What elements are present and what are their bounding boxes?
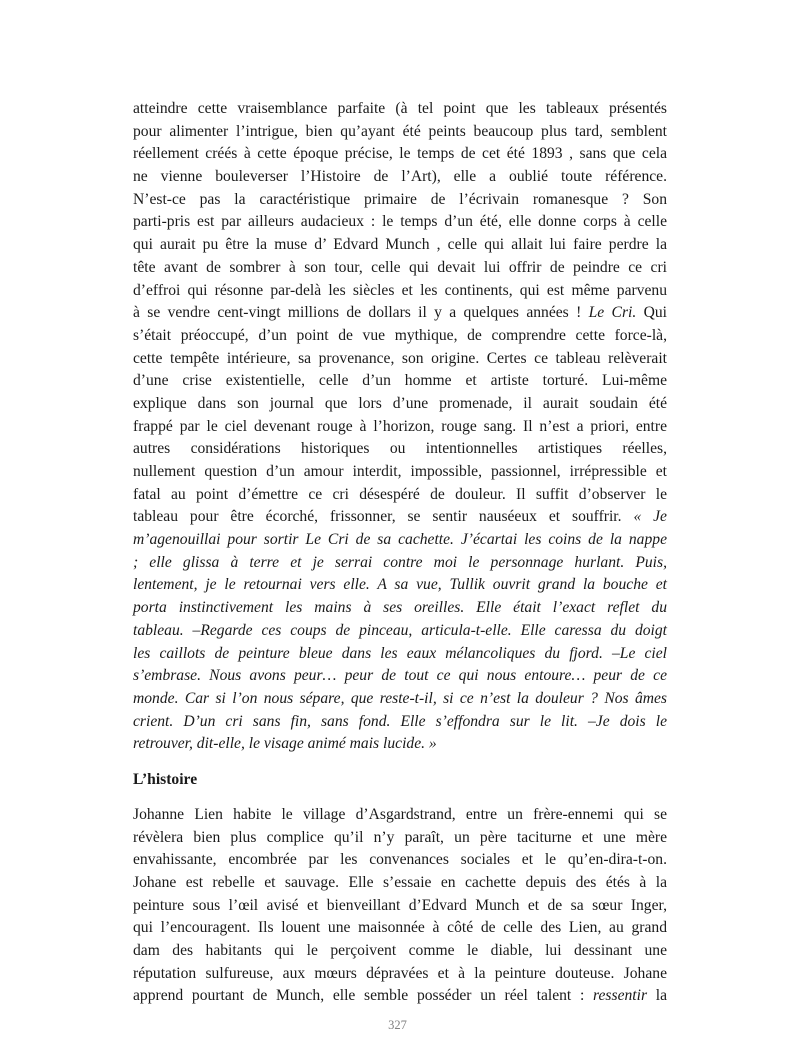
quote-line: monde. Car si l’on nous sépare, que reste-t-il, si ce n’est la douleur ? Nos âmes (133, 689, 667, 707)
emphasis-word: ressentir (593, 987, 648, 1005)
text-line: tête avant de sombrer à son tour, celle qui devait lui offrir de peindre ce cri (133, 258, 667, 276)
quote-line: s’embrase. Nous avons peur… peur de tout ce qui nous entoure… peur de ce (133, 667, 667, 685)
quote-line: retrouver, dit-elle, le visage animé mais lucide. » (133, 735, 437, 753)
text-line: qui aurait pu être la muse d’ Edvard Munch , celle qui allait lui faire perdre la (133, 236, 667, 254)
text-line: réputation sulfureuse, aux mœurs dépravées et à la peinture douteuse. Johane (133, 964, 667, 982)
text-fragment: la (655, 987, 667, 1005)
text-line: Johane est rebelle et sauvage. Elle s’essaie en cachette depuis des étés à la (133, 874, 667, 891)
text-line: explique dans son journal que lors d’une promenade, il aurait soudain été (133, 394, 667, 412)
text-line: qui l’encouragent. Ils louent une maisonnée à côté de celle des Lien, au grand (133, 919, 667, 937)
artwork-title: Le Cri. (588, 304, 637, 322)
quote-line: lentement, je le retournai vers elle. A sa vue, Tullik ouvrit grand la bouche et (133, 576, 667, 594)
page-number: 327 (388, 1018, 407, 1032)
text-line: atteindre cette vraisemblance parfaite (à tel point que les tableaux présentés (133, 100, 667, 117)
text-line: cette tempête intérieure, sa provenance, son origine. Certes ce tableau relèverait (133, 349, 667, 367)
text-line: dam des habitants qui le perçoivent comme le diable, lui dessinant une (133, 942, 667, 960)
text-line: révèlera bien plus complice qu’il n’y paraît, un père taciturne et une mère (133, 828, 667, 846)
page-body (133, 98, 667, 1008)
text-line: ne vienne bouleverser l’Histoire de l’Art), elle a oublié toute référence. (133, 168, 667, 186)
quote-line: ; elle glissa à terre et je serrai contre moi le personnage hurlant. Puis, (133, 553, 667, 571)
text-fragment: tableau pour être écorché, frissonner, se sentir nauséeux et souffrir. (133, 508, 622, 526)
text-line-with-title (133, 302, 667, 325)
text-line: frappé par le ciel devenant rouge à l’horizon, rouge sang. Il n’est a priori, entre (133, 417, 667, 435)
quote-line: tableau. –Regarde ces coups de pinceau, articula-t-elle. Elle caressa du doigt (133, 621, 667, 639)
text-line: s’était préoccupé, d’un point de vue mythique, de comprendre cette force-là, (133, 326, 667, 344)
text-line: fatal au point d’émettre ce cri désespéré de douleur. Il suffit d’observer le (133, 485, 667, 503)
text-line: nullement question d’un amour interdit, impossible, passionnel, irrépressible et (133, 463, 667, 480)
text-line: Johanne Lien habite le village d’Asgardstrand, entre un frère-ennemi qui se (133, 805, 667, 823)
quote-open: « Je (633, 508, 667, 526)
text-line-with-quote (133, 506, 667, 529)
paragraph-1 (133, 98, 667, 756)
text-line: N’est-ce pas la caractéristique primaire de l’écrivain romanesque ? Son (133, 190, 667, 208)
text-line: parti-pris est par ailleurs audacieux : le temps d’un été, elle donne corps à celle (133, 213, 667, 231)
quote-line: les caillots de peinture bleue dans les eaux mélancoliques du fjord. –Le ciel (133, 644, 667, 662)
paragraph-2 (133, 804, 667, 1008)
text-line: d’effroi qui résonne par-delà les siècles et les continents, qui est même parvenu (133, 281, 667, 299)
text-line: peinture sous l’œil avisé et bienveillant d’Edvard Munch et de sa sœur Inger, (133, 896, 667, 914)
text-line: pour alimenter l’intrigue, bien qu’ayant été peints beaucoup plus tard, semblent (133, 122, 667, 140)
text-fragment: à se vendre cent-vingt millions de dollars il y a quelques années ! (133, 304, 582, 322)
text-line: autres considérations historiques ou intentionnelles artistiques réelles, (133, 440, 667, 458)
text-fragment: apprend pourtant de Munch, elle semble posséder un réel talent : (133, 987, 585, 1005)
text-line: envahissante, encombrée par les convenances sociales et le qu’en-dira-t-on. (133, 851, 667, 869)
quote-line: porta instinctivement les mains à ses oreilles. Elle était l’exact reflet du (133, 599, 667, 617)
quote-line: m’agenouillai pour sortir Le Cri de sa cachette. J’écartai les coins de la nappe (133, 531, 667, 549)
text-fragment: Qui (643, 304, 667, 322)
text-line-with-emphasis (133, 985, 667, 1008)
text-line: d’une crise existentielle, celle d’un homme et artiste torturé. Lui-même (133, 372, 667, 390)
section-heading: L’histoire (133, 770, 198, 788)
quote-line: crient. D’un cri sans fin, sans fond. Elle s’effondra sur le lit. –Je dois le (133, 712, 667, 730)
text-line: réellement créés à cette époque précise, le temps de cet été 1893 , sans que cela (133, 145, 667, 163)
